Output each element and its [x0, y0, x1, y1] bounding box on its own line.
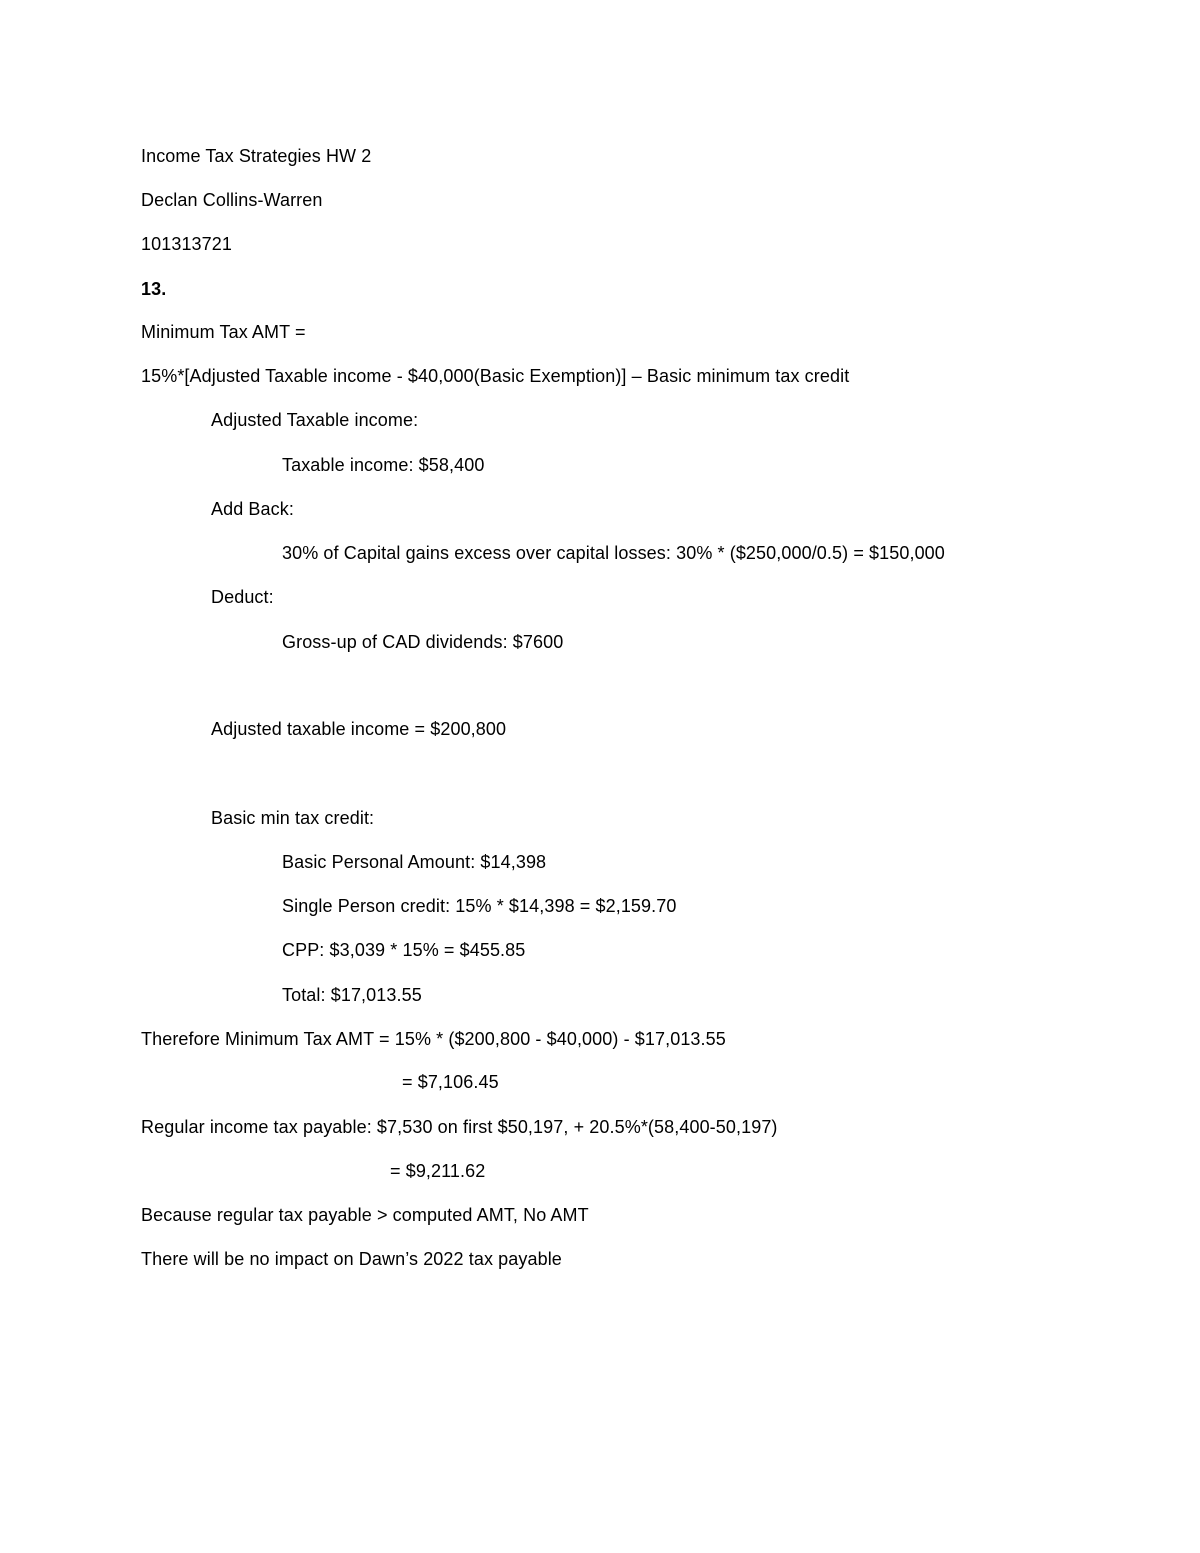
amt-formula: 15%*[Adjusted Taxable income - $40,000(Basic Exemption)] – Basic minimum tax credit — [141, 366, 850, 386]
student-id: 101313721 — [141, 234, 232, 254]
credit-item: Basic Personal Amount: $14,398 — [282, 852, 547, 872]
author-name: Declan Collins-Warren — [141, 190, 323, 210]
credit-heading: Basic min tax credit: — [211, 808, 375, 828]
conclusion-line: There will be no impact on Dawn’s 2022 tax payable — [141, 1249, 562, 1269]
credit-total: Total: $17,013.55 — [282, 985, 422, 1005]
amt-calculation: Therefore Minimum Tax AMT = 15% * ($200,800 - $40,000) - $17,013.55 — [141, 1029, 726, 1049]
deduct-heading: Deduct: — [211, 587, 274, 607]
conclusion-line: Because regular tax payable > computed AMT, No AMT — [141, 1205, 589, 1225]
add-back-item: 30% of Capital gains excess over capital losses: 30% * ($250,000/0.5) = $150,000 — [282, 543, 945, 563]
document-title: Income Tax Strategies HW 2 — [141, 146, 372, 166]
ati-result: Adjusted taxable income = $200,800 — [211, 719, 507, 739]
ati-heading: Adjusted Taxable income: — [211, 410, 419, 430]
taxable-income: Taxable income: $58,400 — [282, 455, 485, 475]
question-number: 13. — [141, 279, 167, 299]
regular-tax-result: = $9,211.62 — [390, 1161, 486, 1181]
add-back-heading: Add Back: — [211, 499, 294, 519]
deduct-item: Gross-up of CAD dividends: $7600 — [282, 632, 564, 652]
formula-heading: Minimum Tax AMT = — [141, 322, 306, 342]
credit-item: Single Person credit: 15% * $14,398 = $2,159.70 — [282, 896, 677, 916]
credit-item: CPP: $3,039 * 15% = $455.85 — [282, 940, 526, 960]
amt-result: = $7,106.45 — [402, 1072, 499, 1092]
regular-tax-calculation: Regular income tax payable: $7,530 on first $50,197, + 20.5%*(58,400-50,197) — [141, 1117, 778, 1137]
